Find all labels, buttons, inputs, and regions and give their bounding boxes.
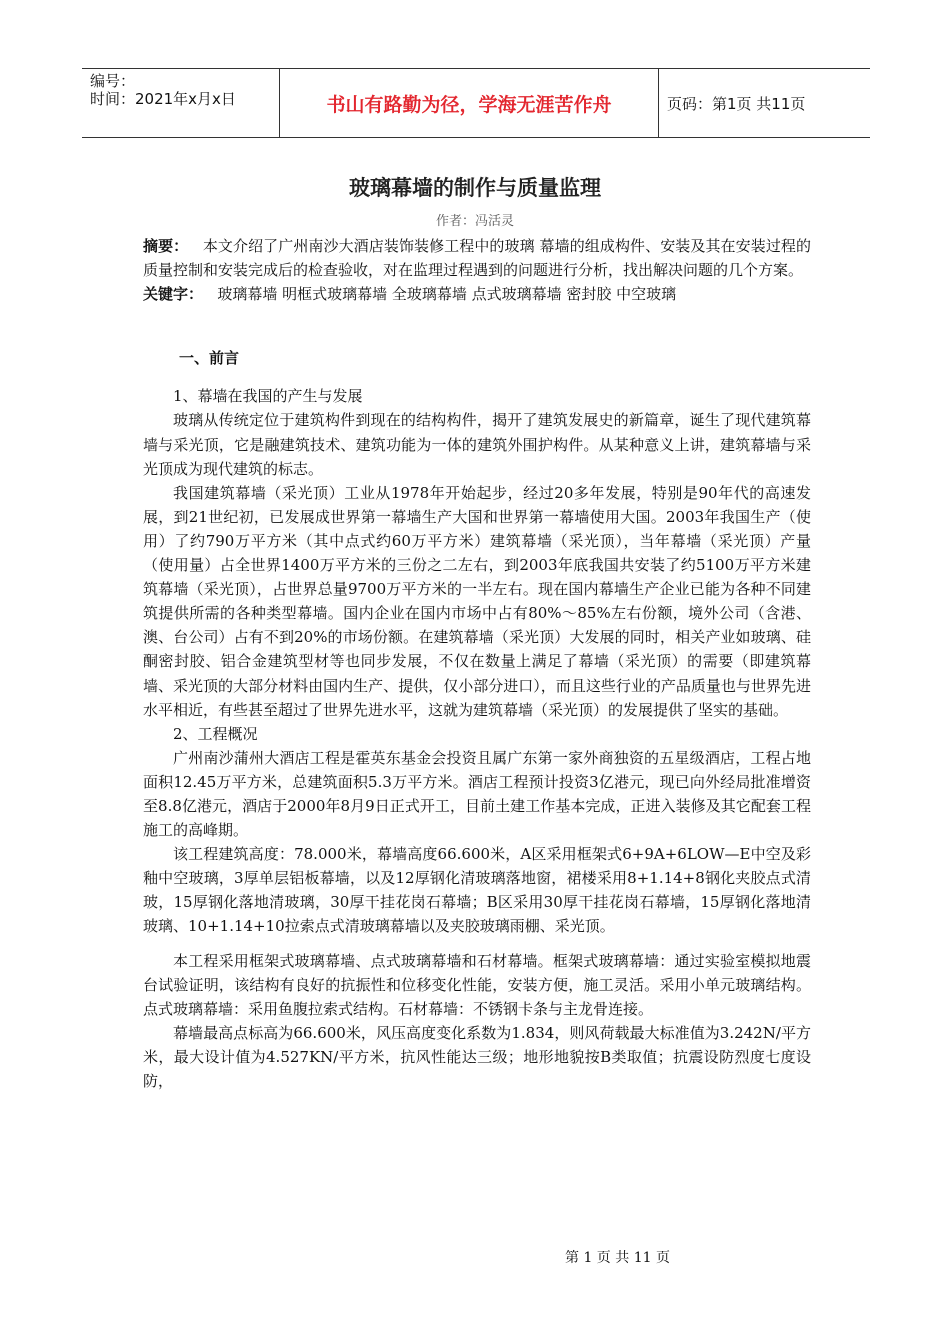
subsection-heading: 2、工程概况	[173, 724, 258, 743]
document-body	[143, 234, 811, 1093]
paragraph: 我国建筑幕墙（采光顶）工业从1978年开始起步，经过20多年发展，特别是90年代的高速发展，到21世纪初，已发展成世界第一幕墙生产大国和世界第一幕墙使用大国。2003年我国生产（使用）了约790万平方米（其中点式约60万平方米）建筑幕墙（采光顶），当年幕墙（采光顶）产量（使用量）占全世界1400万平方米的三份之二左右，到2003年底我国共安装了约5100万平方米建筑幕墙（采光顶），占世界总量9700万平方米的一半左右。现在国内幕墙生产企业已能为各种不同建筑提供所需的各种类型幕墙。国内企业在国内市场中占有80%～85%左右份额，境外公司（含港、澳、台公司）占有不到20%的市场份额。在建筑幕墙（采光顶）大发展的同时，相关产业如玻璃、硅酮密封胶、铝合金建筑型材等也同步发展，不仅在数量上满足了幕墙（采光顶）的需要（即建筑幕墙、采光顶的大部分材料由国内生产、提供，仅小部分进口），而且这些行业的产品质量也与世界先进水平相近，有些甚至超过了世界先进水平，这就为建筑幕墙（采光顶）的发展提供了坚实的基础。	[143, 483, 811, 719]
paragraph: 广州南沙蒲州大酒店工程是霍英东基金会投资且属广东第一家外商独资的五星级酒店，工程占地面积12.45万平方米，总建筑面积5.3万平方米。酒店工程预计投资3亿港元，现已向外经局批准增资至8.8亿港元，酒店于2000年8月9日正式开工，目前土建工作基本完成，正进入装修及其它配套工程施工的高峰期。	[143, 748, 811, 840]
header-page-number: 页码：第1页 共11页	[667, 94, 806, 113]
abstract-text: 本文介绍了广州南沙大酒店装饰装修工程中的玻璃 幕墙的组成构件、安装及其在安装过程的质量控制和安装完成后的检查验收，对在监理过程遇到的问题进行分析，找出解决问题的几个方案。	[143, 237, 811, 280]
abstract-label: 摘要：	[143, 237, 189, 255]
paragraph: 玻璃从传统定位于建筑构件到现在的结构构件，揭开了建筑发展史的新篇章，诞生了现代建筑幕墙与采光顶，它是融建筑技术、建筑功能为一体的建筑外围护构件。从某种意义上讲，建筑幕墙与采光顶成为现代建筑的标志。	[143, 411, 811, 478]
header-motto: 书山有路勤为径，学海无涯苦作舟	[280, 69, 659, 137]
paragraph: 幕墙最高点标高为66.600米，风压高度变化系数为1.834，则风荷载最大标准值为3.242N/平方米，最大设计值为4.527KN/平方米，抗风性能达三级；地形地貌按B类取值；抗震设防烈度七度设防，	[143, 1023, 811, 1090]
keywords-label: 关键字：	[143, 285, 204, 304]
abstract	[143, 234, 811, 282]
header-meta	[82, 69, 280, 137]
document-date: 时间：2021年x月x日	[90, 90, 236, 108]
keywords	[143, 282, 811, 306]
document-number: 编号：	[90, 72, 136, 90]
section-heading: 一、前言	[179, 349, 240, 368]
keywords-text: 玻璃幕墙 明框式玻璃幕墙 全玻璃幕墙 点式玻璃幕墙 密封胶 中空玻璃	[217, 285, 677, 304]
document-title: 玻璃幕墙的制作与质量监理	[349, 176, 601, 200]
page-header	[82, 68, 870, 138]
document-author: 作者：冯活灵	[435, 214, 514, 229]
subsection-heading: 1、幕墙在我国的产生与发展	[173, 387, 363, 406]
paragraph: 该工程建筑高度：78.000米，幕墙高度66.600米，A区采用框架式6+9A+6LOW—E中空及彩釉中空玻璃，3厚单层铝板幕墙，以及12厚钢化清玻璃落地窗，裙楼采用8+1.14+8钢化夹胶点式清玻，15厚钢化落地清玻璃，30厚干挂花岗石幕墙；B区采用30厚干挂花岗石幕墙，15厚钢化落地清玻璃、10+1.14+10拉索点式清玻璃幕墙以及夹胶玻璃雨棚、采光顶。	[143, 845, 811, 936]
page-footer: 第 1 页 共 11 页	[565, 1250, 670, 1266]
paragraph: 本工程采用框架式玻璃幕墙、点式玻璃幕墙和石材幕墙。框架式玻璃幕墙：通过实验室模拟地震台试验证明，该结构有良好的抗振性和位移变化性能，安装方便，施工灵活。采用小单元玻璃结构。点式玻璃幕墙：采用鱼腹拉索式结构。石材幕墙：不锈钢卡条与主龙骨连接。	[143, 951, 811, 1018]
